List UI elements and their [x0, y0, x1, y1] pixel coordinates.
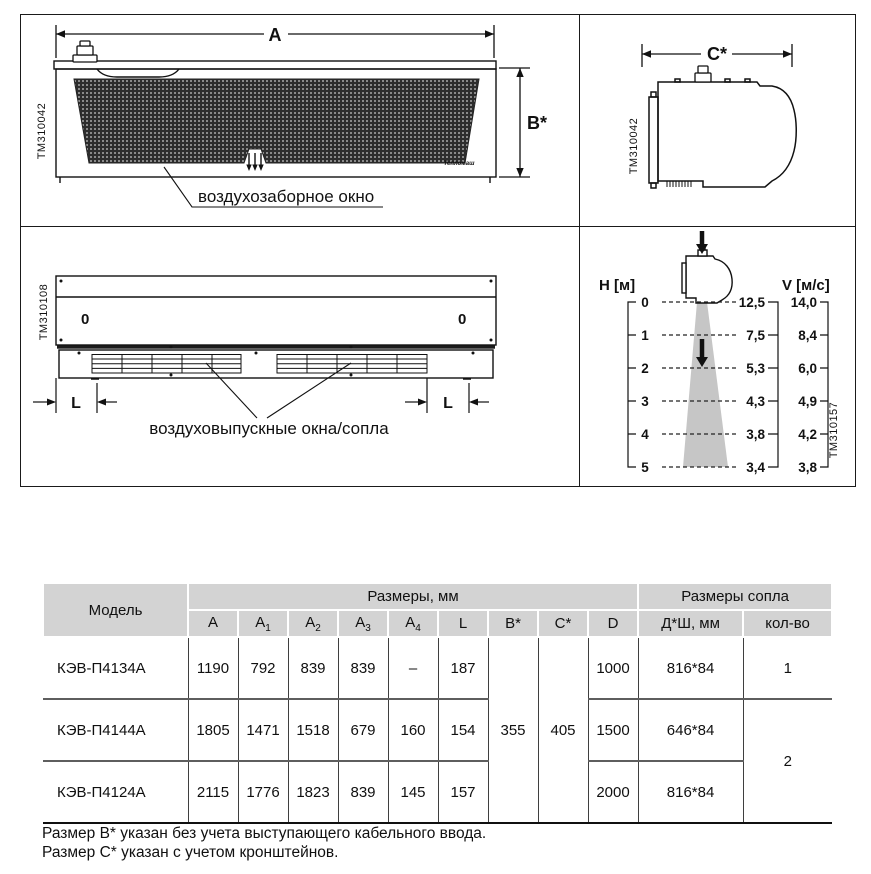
h-axis-label: H [м] — [599, 277, 636, 294]
cell-a4: 160 — [388, 699, 438, 761]
group-header-dimensions: Размеры, мм — [188, 583, 638, 610]
dimensions-table — [42, 582, 833, 824]
dim-b-arrow-bottom — [516, 168, 523, 177]
vent-teeth — [667, 181, 691, 187]
cell-l: 157 — [438, 761, 488, 823]
screw-dots — [60, 280, 493, 377]
cell-nozzle-size: 816*84 — [638, 761, 743, 823]
table-row — [43, 637, 832, 699]
col-header-a2: $A_2$ — [288, 610, 338, 637]
cell-b-star-merged: 355 — [488, 637, 538, 823]
airflow-arrows-icon — [246, 153, 263, 171]
cell-a3: 839 — [338, 761, 388, 823]
cell-nozzle-count-merged: 2 — [743, 699, 832, 823]
cell-d: 1500 — [588, 699, 638, 761]
cell-c-star-merged: 405 — [538, 637, 588, 823]
cell-d: 1000 — [588, 637, 638, 699]
table-row — [43, 761, 832, 823]
v-axis-label: V [м/с] — [782, 277, 830, 294]
footnote-c-star: Размер C* указан с учетом кронштейнов. — [42, 844, 339, 861]
cell-a3: 839 — [338, 637, 388, 699]
intake-grille — [74, 79, 479, 163]
cell-a3: 679 — [338, 699, 388, 761]
brand-logo-text: Тепломаш — [443, 161, 475, 167]
model-name: КЭВ-П4144А — [43, 699, 188, 761]
outlet-grille-right — [277, 355, 427, 374]
dim-b-arrow-top — [516, 68, 523, 77]
drawing-code: TM310157 — [828, 401, 840, 459]
dim-a-arrow-left — [56, 30, 65, 37]
cell-a1: 792 — [238, 637, 288, 699]
callout-leader-lines — [206, 363, 351, 418]
dim-label-l-right: L — [443, 395, 453, 412]
h-tick: 0 — [641, 295, 649, 310]
outlet-windows-callout: воздуховыпускные окна/сопла — [149, 419, 389, 438]
col-header-d: D — [588, 610, 638, 637]
h-tick: 5 — [641, 460, 649, 475]
cell-a2: 839 — [288, 637, 338, 699]
dim-c-arrow-left — [642, 50, 651, 57]
v-right-value: 14,0 — [790, 295, 817, 310]
group-header-nozzle: Размеры сопла — [638, 583, 832, 610]
v-right-value: 3,8 — [798, 460, 817, 475]
cell-nozzle-size: 816*84 — [638, 637, 743, 699]
dim-l-lines — [33, 378, 489, 413]
cell-a: 2115 — [188, 761, 238, 823]
cell-a4: 145 — [388, 761, 438, 823]
col-header-a4: $A_4$ — [388, 610, 438, 637]
drawing-code: TM310042 — [628, 117, 640, 175]
v-mid-value: 5,3 — [746, 361, 765, 376]
dim-label-b: B* — [527, 113, 548, 133]
col-header-b-star: B* — [488, 610, 538, 637]
cell-a: 1190 — [188, 637, 238, 699]
drawing-block — [20, 14, 856, 487]
col-header-model: Модель — [43, 583, 188, 637]
dim-c-arrow-right — [783, 50, 792, 57]
cell-d: 2000 — [588, 761, 638, 823]
cell-a1: 1471 — [238, 699, 288, 761]
cell-l: 187 — [438, 637, 488, 699]
side-cable-gland — [695, 66, 711, 82]
col-header-a3: $A_3$ — [338, 610, 388, 637]
dim-b-lines — [499, 68, 530, 177]
v-right-value: 8,4 — [798, 328, 817, 343]
col-header-a1: $A_1$ — [238, 610, 288, 637]
spec-table-wrapper — [42, 582, 833, 824]
cell-a1: 1776 — [238, 761, 288, 823]
cell-nozzle-size: 646*84 — [638, 699, 743, 761]
v-mid-value: 3,4 — [746, 460, 765, 475]
side-view-drawing — [579, 15, 855, 226]
cell-a4: – — [388, 637, 438, 699]
model-name: КЭВ-П4134А — [43, 637, 188, 699]
dim-a-arrow-right — [485, 30, 494, 37]
airflow-diagram — [579, 227, 855, 486]
col-header-c-star: C* — [538, 610, 588, 637]
col-header-a: A — [188, 610, 238, 637]
col-header-nozzle-size: Д*Ш, мм — [638, 610, 743, 637]
footnote-b-star: Размер B* указан без учета выступающего кабельного ввода. — [42, 825, 487, 842]
cell-nozzle-count: 1 — [743, 637, 832, 699]
intake-window-callout: воздухозаборное окно — [198, 187, 375, 206]
separator-strip — [57, 346, 495, 349]
mounting-hole-right: 0 — [458, 311, 467, 328]
h-tick: 4 — [641, 427, 649, 442]
drawing-code: TM310042 — [36, 102, 48, 160]
v-mid-value: 7,5 — [746, 328, 765, 343]
col-header-nozzle-count: кол-во — [743, 610, 832, 637]
cell-a2: 1823 — [288, 761, 338, 823]
side-view-outline — [649, 79, 796, 188]
scale-brackets — [628, 302, 828, 467]
drawing-code: TM310108 — [38, 283, 50, 341]
v-mid-value: 3,8 — [746, 427, 765, 442]
front-view-drawing — [21, 15, 579, 226]
bottom-view-drawing — [21, 227, 579, 486]
dim-label-c: C* — [706, 44, 728, 64]
unit-silhouette — [682, 245, 732, 303]
model-name: КЭВ-П4124А — [43, 761, 188, 823]
mounting-hole-left: 0 — [81, 311, 90, 328]
v-right-value: 4,9 — [798, 394, 817, 409]
cable-gland — [73, 41, 97, 62]
v-mid-value: 4,3 — [746, 394, 765, 409]
h-tick: 1 — [641, 328, 649, 343]
table-row — [43, 699, 832, 761]
dim-label-a: A — [268, 25, 282, 45]
v-right-value: 4,2 — [798, 427, 817, 442]
outlet-grille-left — [92, 355, 241, 374]
v-mid-value: 12,5 — [738, 295, 765, 310]
h-tick: 3 — [641, 394, 649, 409]
col-header-l: L — [438, 610, 488, 637]
v-right-value: 6,0 — [798, 361, 817, 376]
dim-label-l-left: L — [71, 395, 81, 412]
cell-a2: 1518 — [288, 699, 338, 761]
cell-a: 1805 — [188, 699, 238, 761]
air-cone — [683, 302, 728, 467]
cell-l: 154 — [438, 699, 488, 761]
h-tick: 2 — [641, 361, 649, 376]
